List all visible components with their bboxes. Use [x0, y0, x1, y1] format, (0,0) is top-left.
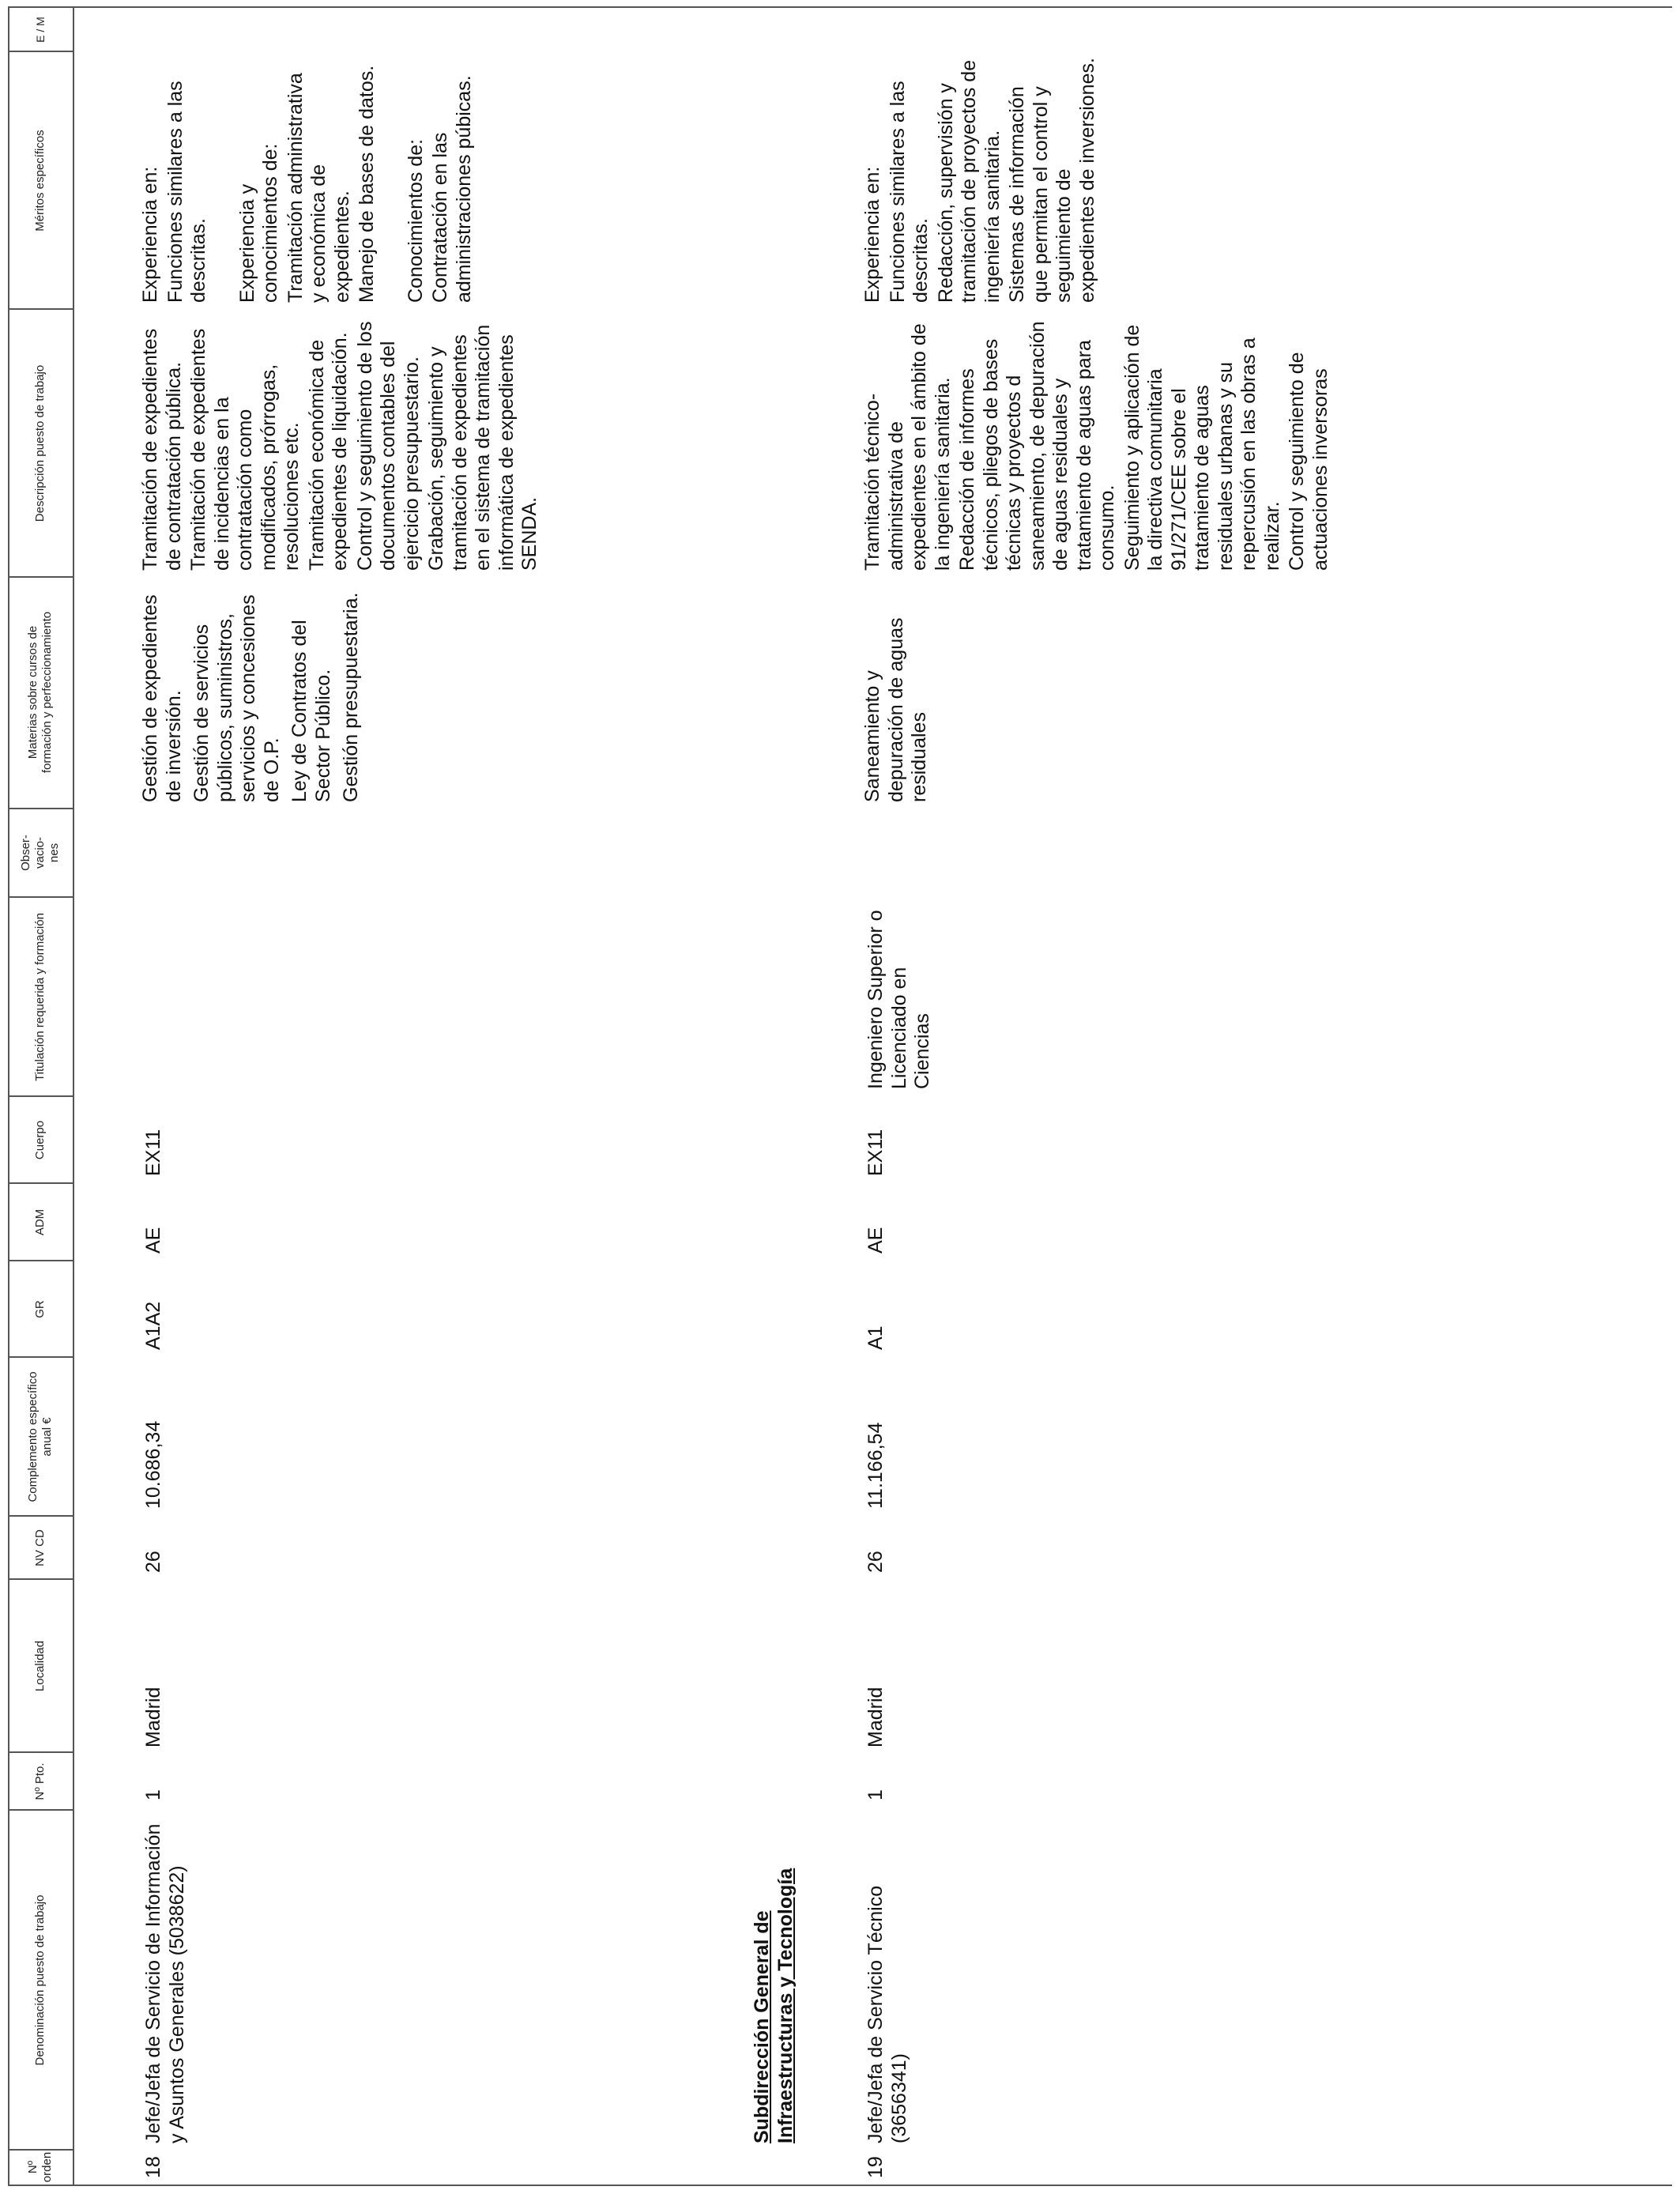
- descripcion-item: Seguimiento y aplicación de la directiva comunitaria 91/271/CEE sobre el tratamiento de aguas residuales urbanas y su repercusión en las obras a realizar.: [1121, 324, 1283, 571]
- descripcion-item: Redacción de informes técnicos, pliegos de bases técnicas y proyectos d saneamiento, de depuración de aguas residuales y tratamiento de aguas para consumo.: [956, 321, 1118, 571]
- merito-item: Redacción, supervisión y tramitación de proyectos de ingeniería sanitaria.: [934, 59, 1004, 303]
- descripcion-item: Control y seguimiento de los documentos contables del ejercicio presupuestario.: [353, 321, 423, 571]
- merito-item: Experiencia en:: [861, 166, 883, 303]
- column-divider: [8, 1515, 73, 1517]
- column-divider: [8, 51, 73, 52]
- row-18-adm: AE: [142, 1227, 164, 1253]
- header-materias: Materias sobre cursos de formación y perfeccionamiento: [26, 611, 54, 774]
- header-cuerpo: Cuerpo: [33, 1120, 47, 1160]
- column-divider: [8, 1578, 73, 1580]
- merito-item: Funciones similares a las descritas.: [164, 81, 209, 303]
- row-19-meritos: [861, 58, 1101, 303]
- materia-item: Gestión de servicios públicos, suministros, servicios y concesiones de O.P.: [190, 594, 283, 802]
- header-em: E / M: [34, 17, 47, 43]
- row-18-cuerpo: EX11: [142, 1129, 164, 1176]
- header-denominacion: Denominación puesto de trabajo: [33, 1894, 47, 2066]
- column-divider: [8, 2149, 73, 2151]
- header-orden: Nº orden: [26, 2151, 54, 2183]
- descripcion-item: Tramitación técnico-administrativa de expedientes en el ámbito de la ingeniería sanitaria.: [861, 323, 954, 571]
- row-18-descripcion: [139, 316, 544, 571]
- spacer: [213, 58, 236, 303]
- row-19-cuerpo: EX11: [864, 1129, 887, 1176]
- column-divider: [8, 1182, 73, 1184]
- column-divider: [8, 308, 73, 310]
- descripcion-item: Grabación, seguimiento y tramitación de expedientes en el sistema de tramitación informática de expedientes SENDA.: [425, 324, 541, 571]
- merito-item: Manejo de bases de datos.: [356, 65, 378, 303]
- merito-item: Sistemas de información que permitan el control y seguimiento de expedientes de inversiones.: [1006, 58, 1098, 303]
- row-18-nv-cd: 26: [142, 1551, 164, 1573]
- descripcion-item: Tramitación económica de expedientes de liquidación.: [305, 332, 351, 571]
- row-19-titulacion: Ingeniero Superior o Licenciado en Ciencias: [864, 910, 933, 1089]
- row-19-n-pto: 1: [864, 1789, 887, 1800]
- spacer: [381, 58, 405, 303]
- row-19-orden: 19: [864, 2156, 887, 2178]
- column-divider: [8, 1356, 73, 1358]
- row-18-gr: A1A2: [142, 1301, 164, 1350]
- row-18-materias: [139, 579, 368, 802]
- column-divider: [8, 1095, 73, 1097]
- row-19-complemento: 11.166,54: [864, 1422, 887, 1509]
- row-19-adm: AE: [864, 1227, 887, 1253]
- row-19-nv-cd: 26: [864, 1551, 887, 1573]
- header-descripcion: Descripción puesto de trabajo: [33, 364, 47, 522]
- column-divider: [8, 808, 73, 809]
- merito-item: Tramitación administrativa y económica de expedientes.: [284, 73, 353, 303]
- merito-item: Conocimientos de:: [404, 138, 427, 303]
- row-19-denominacion: Jefe/Jefa de Servicio Técnico (3656341): [864, 1885, 910, 2143]
- header-gr: GR: [33, 1300, 47, 1318]
- row-19-localidad: Madrid: [864, 1687, 887, 1747]
- row-18-localidad: Madrid: [142, 1687, 164, 1747]
- header-adm: ADM: [33, 1208, 47, 1236]
- merito-item: Funciones similares a las descritas.: [886, 81, 932, 303]
- row-19-descripcion: [861, 316, 1334, 571]
- column-divider: [8, 896, 73, 898]
- column-divider: [8, 1809, 73, 1811]
- row-19-materias: [861, 579, 936, 802]
- column-divider: [8, 1751, 73, 1753]
- materia-item: Saneamiento y depuración de aguas residuales: [861, 617, 930, 802]
- header-n-pto: Nº Pto.: [33, 1762, 47, 1800]
- row-18-meritos: [139, 58, 477, 303]
- column-divider: [8, 6, 1672, 8]
- descripcion-item: Tramitación de expedientes de contratación pública.: [139, 328, 185, 571]
- header-bottom-border: [73, 8, 74, 2186]
- row-18-orden: 18: [142, 2156, 164, 2178]
- column-divider: [8, 2185, 1672, 2186]
- row-19-gr: A1: [864, 1325, 887, 1350]
- descripcion-item: Tramitación de expedientes de incidencias en la contratación como modificados, prórrogas, resoluciones etc.: [187, 328, 303, 571]
- header-titulacion: Titulación requerida y formación: [33, 913, 47, 1081]
- header-meritos: Méritos específicos: [33, 130, 47, 232]
- merito-item: Experiencia y conocimientos de:: [235, 143, 281, 303]
- materia-item: Gestión presupuestaria.: [340, 592, 362, 802]
- materia-item: Ley de Contratos del Sector Público.: [288, 620, 334, 802]
- header-nv-cd: NV CD: [33, 1529, 47, 1566]
- header-localidad: Localidad: [33, 1640, 47, 1692]
- merito-item: Experiencia en:: [139, 166, 161, 303]
- header-observaciones: Obser-vacio-nes: [19, 835, 61, 871]
- materia-item: Gestión de expedientes de inversión.: [139, 594, 185, 802]
- merito-item: Contratación en las administraciones púbicas.: [429, 75, 475, 303]
- row-18-complemento: 10.686,34: [142, 1420, 164, 1509]
- descripcion-item: Control y seguimiento de actuaciones inversoras: [1286, 352, 1332, 571]
- header-complemento: Complemento específico anual €: [26, 1371, 54, 1502]
- subdireccion-heading: Subdirección General de Infraestructuras y Tecnología: [751, 1868, 797, 2143]
- row-18-n-pto: 1: [142, 1789, 164, 1800]
- column-divider: [8, 1260, 73, 1261]
- row-18-denominacion: Jefe/Jefa de Servicio de Información y Asuntos Generales (5038622): [142, 1823, 188, 2143]
